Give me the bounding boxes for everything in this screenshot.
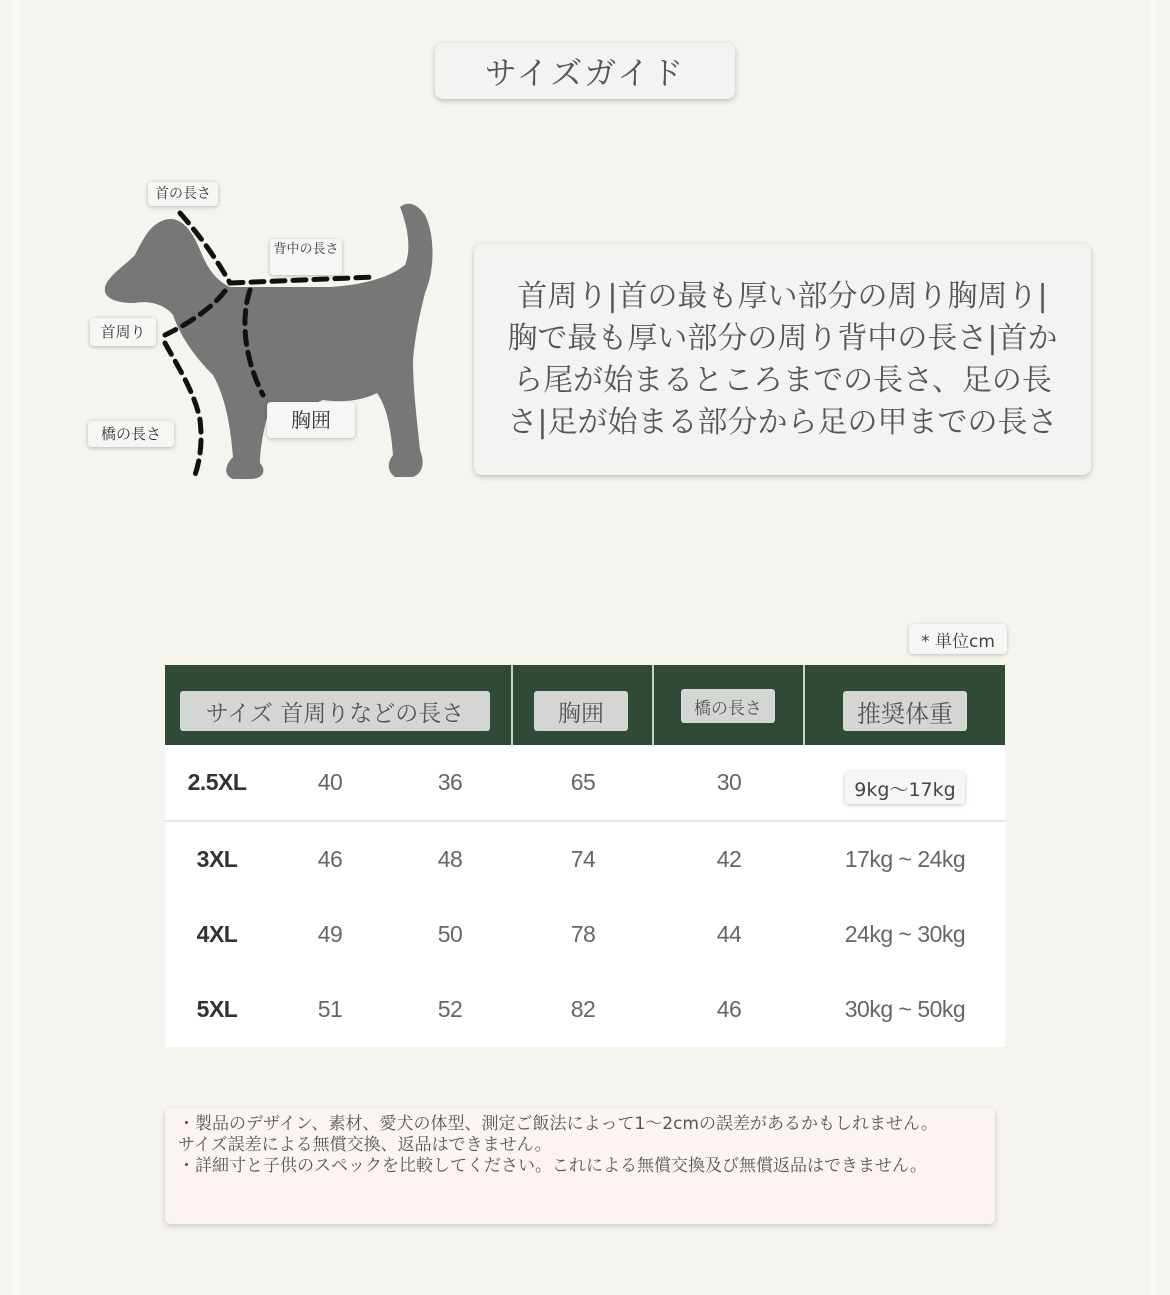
page-title (435, 43, 735, 99)
cell-leg: 44 (716, 921, 742, 947)
cell-size: 5XL (196, 996, 238, 1022)
header-divider (511, 665, 513, 745)
cell-neck: 46 (317, 846, 343, 872)
cell-chest: 82 (570, 996, 596, 1022)
header-leg-length: 橋の長さ (681, 689, 775, 723)
back-length-line (230, 277, 375, 283)
cell-weight: 17kg ~ 24kg (844, 846, 966, 872)
header-chest: 胸囲 (534, 691, 628, 731)
header-divider (652, 665, 654, 745)
cell-neck: 49 (317, 921, 343, 947)
table-row (165, 822, 1005, 897)
cell-size: 3XL (196, 846, 238, 872)
cell-leg: 42 (716, 846, 742, 872)
table-row (165, 972, 1005, 1047)
cell-weight: 30kg ~ 50kg (844, 996, 966, 1022)
cell-length: 48 (437, 846, 463, 872)
cell-chest: 78 (570, 921, 596, 947)
cell-size: 2.5XL (187, 769, 247, 795)
description-text: 首周り|首の最も厚い部分の周り胸周り|胸で最も厚い部分の周り背中の長さ|首から尾が始まるところまでの長さ、足の長さ|足が始まる部分から足の甲までの長さ (507, 278, 1058, 440)
page-edge-right (1150, 0, 1156, 1295)
label-leg-length: 橋の長さ (88, 421, 174, 447)
label-chest: 胸囲 (267, 402, 355, 438)
cell-neck: 51 (317, 996, 343, 1022)
cell-neck: 40 (317, 769, 343, 795)
note-line: サイズ誤差による無償交換、返品はできません。 (178, 1135, 552, 1155)
header-size-neck: サイズ 首周りなどの長さ (180, 691, 490, 731)
cell-leg: 46 (716, 996, 742, 1022)
weight-tag-2-5xl: 9kg〜17kg (845, 772, 965, 804)
page-edge-left (12, 0, 20, 1295)
cell-weight: 24kg ~ 30kg (844, 921, 966, 947)
header-divider (803, 665, 805, 745)
header-weight: 推奨体重 (843, 691, 967, 731)
label-neck-length: 首の長さ (148, 182, 218, 206)
label-back-length: 背中の長さ (270, 239, 342, 275)
cell-length: 50 (437, 921, 463, 947)
cell-chest: 65 (570, 769, 596, 795)
cell-length: 36 (437, 769, 463, 795)
size-table (165, 665, 1005, 1047)
measurement-description (474, 244, 1091, 475)
leg-length-line (165, 343, 201, 475)
cell-leg: 30 (716, 769, 742, 795)
note-line: ・製品のデザイン、素材、愛犬の体型、測定ご飯法によって1〜2cmの誤差があるかもしれません。 (178, 1114, 939, 1134)
cell-chest: 74 (570, 846, 596, 872)
notes-card (165, 1108, 995, 1224)
cell-size: 4XL (196, 921, 238, 947)
page-title-text: サイズガイド (484, 54, 686, 92)
table-row (165, 897, 1005, 972)
unit-note: * 単位cm (909, 624, 1007, 654)
note-line: ・詳細寸と子供のスペックを比較してください。これによる無償交換及び無償返品はできません。 (178, 1156, 928, 1176)
label-neck-girth: 首周り (90, 318, 156, 346)
cell-length: 52 (437, 996, 463, 1022)
table-header (165, 665, 1005, 745)
row-divider (165, 820, 1005, 822)
